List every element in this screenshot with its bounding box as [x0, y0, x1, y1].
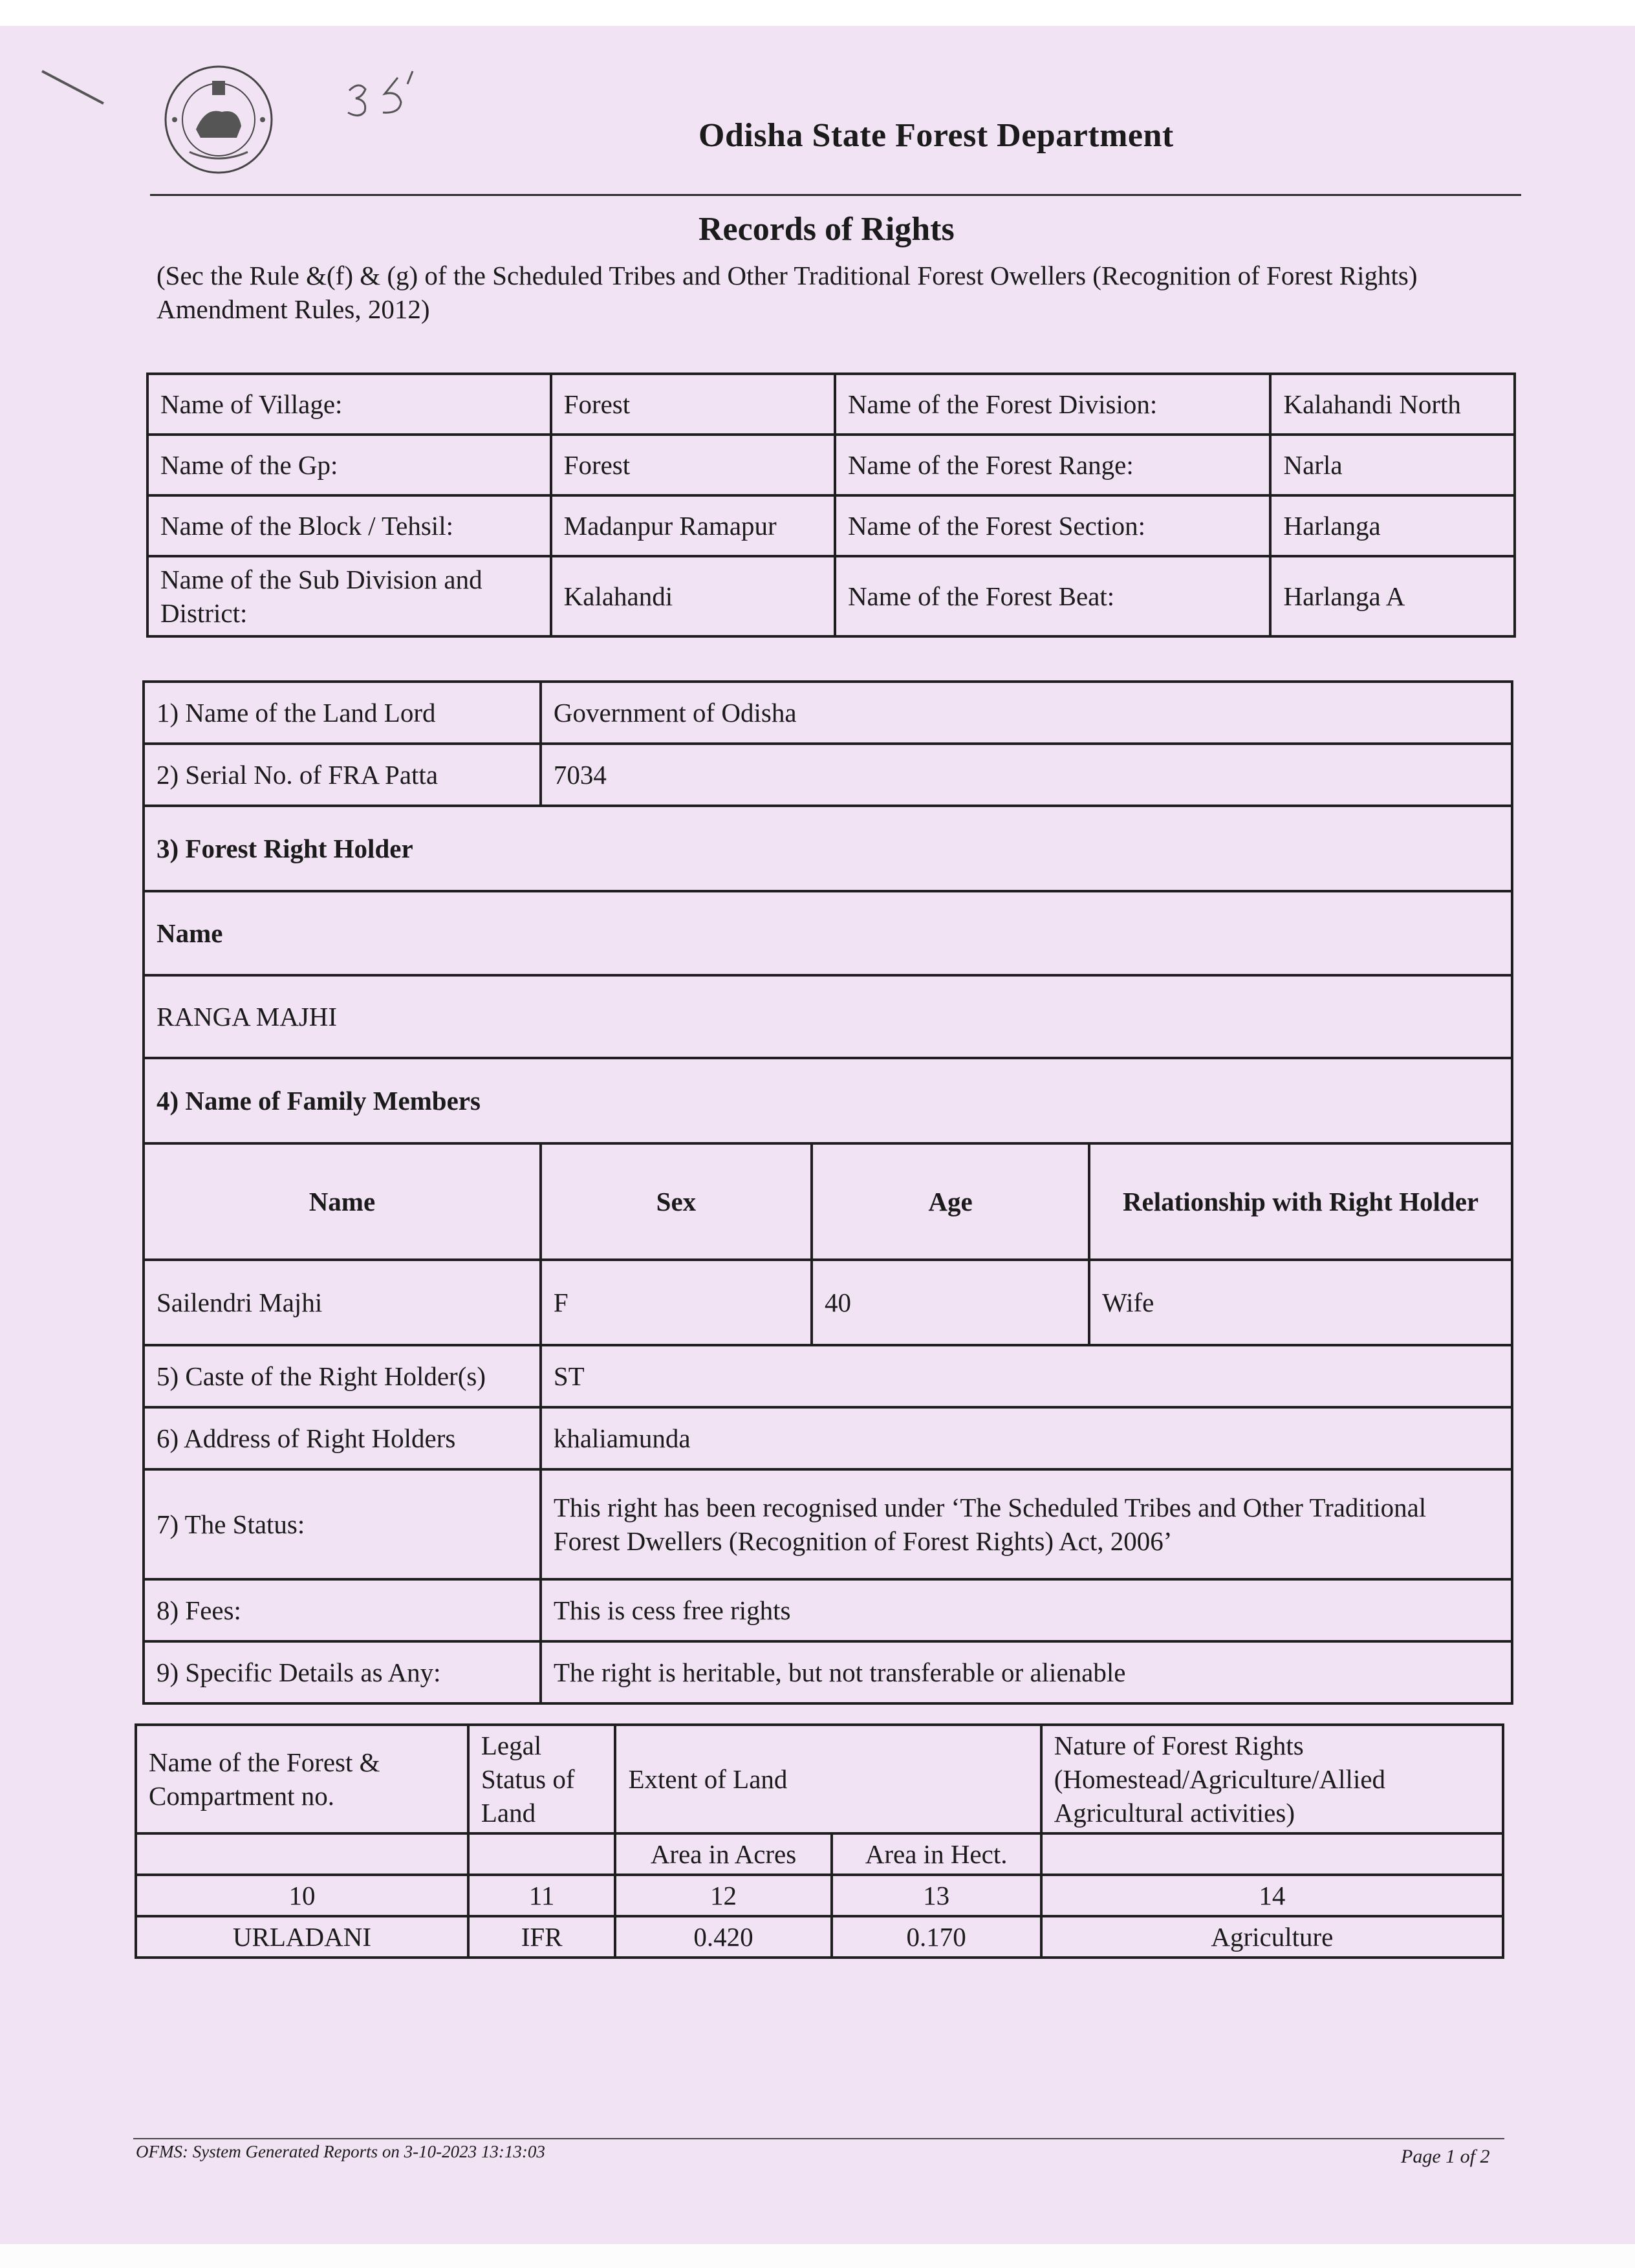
subdivision-value: Kalahandi: [551, 556, 835, 636]
table-row: [136, 1833, 1503, 1875]
land-col-hect: Area in Hect.: [832, 1833, 1041, 1875]
table-row: [147, 556, 1515, 636]
beat-label: Name of the Forest Beat:: [835, 556, 1271, 636]
gp-label: Name of the Gp:: [147, 435, 551, 495]
table-row: [144, 1641, 1512, 1703]
family-col-name: Name: [144, 1143, 541, 1260]
record-table: [142, 680, 1513, 1705]
village-value: Forest: [551, 374, 835, 435]
member-age: 40: [812, 1260, 1089, 1345]
table-row: [144, 682, 1512, 744]
land-blank-cell: [1041, 1833, 1503, 1875]
address-value: khaliamunda: [541, 1407, 1512, 1469]
table-row: [144, 1579, 1512, 1641]
section-value: Harlanga: [1270, 495, 1515, 556]
block-value: Madanpur Ramapur: [551, 495, 835, 556]
header-divider: [150, 194, 1521, 196]
table-row: [147, 374, 1515, 435]
name-heading: Name: [144, 891, 1512, 975]
land-col-nature: Nature of Forest Rights (Homestead/Agriculture/Allied Agricultural activities): [1041, 1725, 1503, 1833]
caste-label: 5) Caste of the Right Holder(s): [144, 1345, 541, 1407]
land-nature: Agriculture: [1041, 1916, 1503, 1958]
land-col-acres: Area in Acres: [615, 1833, 831, 1875]
beat-value: Harlanga A: [1270, 556, 1515, 636]
family-col-age: Age: [812, 1143, 1089, 1260]
land-col-number: 12: [615, 1875, 831, 1916]
family-col-relationship: Relationship with Right Holder: [1089, 1143, 1512, 1260]
table-row: [144, 1143, 1512, 1260]
land-area-acres: 0.420: [615, 1916, 831, 1958]
table-row: [144, 1058, 1512, 1143]
land-forest-name: URLADANI: [136, 1916, 468, 1958]
handwritten-page-number: [336, 65, 427, 129]
landlord-value: Government of Odisha: [541, 682, 1512, 744]
member-name: Sailendri Majhi: [144, 1260, 541, 1345]
land-col-legal: Legal Status of Land: [468, 1725, 616, 1833]
department-name: Odisha State Forest Department: [698, 117, 1174, 154]
table-row: [147, 495, 1515, 556]
status-line-1: This right has been recognised under ‘The Scheduled Tribes and Other Traditional: [553, 1493, 1427, 1522]
details-value: The right is heritable, but not transferable or alienable: [541, 1641, 1512, 1703]
land-col-number: 14: [1041, 1875, 1503, 1916]
serial-label: 2) Serial No. of FRA Patta: [144, 744, 541, 806]
village-label: Name of Village:: [147, 374, 551, 435]
fees-value: This is cess free rights: [541, 1579, 1512, 1641]
table-row: [144, 975, 1512, 1058]
table-row: [144, 1260, 1512, 1345]
serial-value: 7034: [541, 744, 1512, 806]
land-col-number: 10: [136, 1875, 468, 1916]
division-label: Name of the Forest Division:: [835, 374, 1271, 435]
odisha-emblem-seal: [160, 61, 277, 178]
table-row: [144, 1407, 1512, 1469]
land-blank-cell: [468, 1833, 616, 1875]
land-col-number: 11: [468, 1875, 616, 1916]
landlord-label: 1) Name of the Land Lord: [144, 682, 541, 744]
land-col-number: 13: [832, 1875, 1041, 1916]
scan-edge: [0, 2244, 1635, 2268]
subdivision-label: Name of the Sub Division and District:: [147, 556, 551, 636]
member-sex: F: [541, 1260, 812, 1345]
document-title: Records of Rights: [698, 211, 955, 248]
family-col-sex: Sex: [541, 1143, 812, 1260]
status-label: 7) The Status:: [144, 1469, 541, 1579]
document-subtitle: (Sec the Rule &(f) & (g) of the Scheduled Tribes and Other Traditional Forest Owellers (Recognition of Forest Rights) Amendment Rules, 2012): [157, 261, 1418, 324]
footer-generated: OFMS: System Generated Reports on 3-10-2023 13:13:03: [136, 2142, 545, 2161]
table-row: [144, 806, 1512, 891]
land-blank-cell: [136, 1833, 468, 1875]
table-row: [136, 1916, 1503, 1958]
holder-heading: 3) Forest Right Holder: [144, 806, 1512, 891]
gp-value: Forest: [551, 435, 835, 495]
section-label: Name of the Forest Section:: [835, 495, 1271, 556]
details-label: 9) Specific Details as Any:: [144, 1641, 541, 1703]
range-label: Name of the Forest Range:: [835, 435, 1271, 495]
table-row: [136, 1725, 1503, 1833]
footer-divider: [133, 2138, 1504, 2139]
member-relationship: Wife: [1089, 1260, 1512, 1345]
holder-name: RANGA MAJHI: [144, 975, 1512, 1058]
table-row: [144, 744, 1512, 806]
status-line-2: Forest Dwellers (Recognition of Forest Rights) Act, 2006’: [553, 1526, 1173, 1556]
table-row: [147, 435, 1515, 495]
fees-label: 8) Fees:: [144, 1579, 541, 1641]
land-legal-status: IFR: [468, 1916, 616, 1958]
table-row: [136, 1875, 1503, 1916]
location-table: [146, 373, 1516, 638]
footer-page-number: Page 1 of 2: [1401, 2146, 1490, 2167]
family-heading: 4) Name of Family Members: [144, 1058, 1512, 1143]
land-table: [135, 1723, 1504, 1959]
land-col-forest: Name of the Forest & Compartment no.: [136, 1725, 468, 1833]
table-row: [144, 1469, 1512, 1579]
caste-value: ST: [541, 1345, 1512, 1407]
table-row: [144, 1345, 1512, 1407]
division-value: Kalahandi North: [1270, 374, 1515, 435]
pen-mark: [39, 65, 110, 110]
table-row: [144, 891, 1512, 975]
status-value: [541, 1469, 1512, 1579]
address-label: 6) Address of Right Holders: [144, 1407, 541, 1469]
block-label: Name of the Block / Tehsil:: [147, 495, 551, 556]
land-col-extent: Extent of Land: [615, 1725, 1041, 1833]
land-area-hect: 0.170: [832, 1916, 1041, 1958]
range-value: Narla: [1270, 435, 1515, 495]
